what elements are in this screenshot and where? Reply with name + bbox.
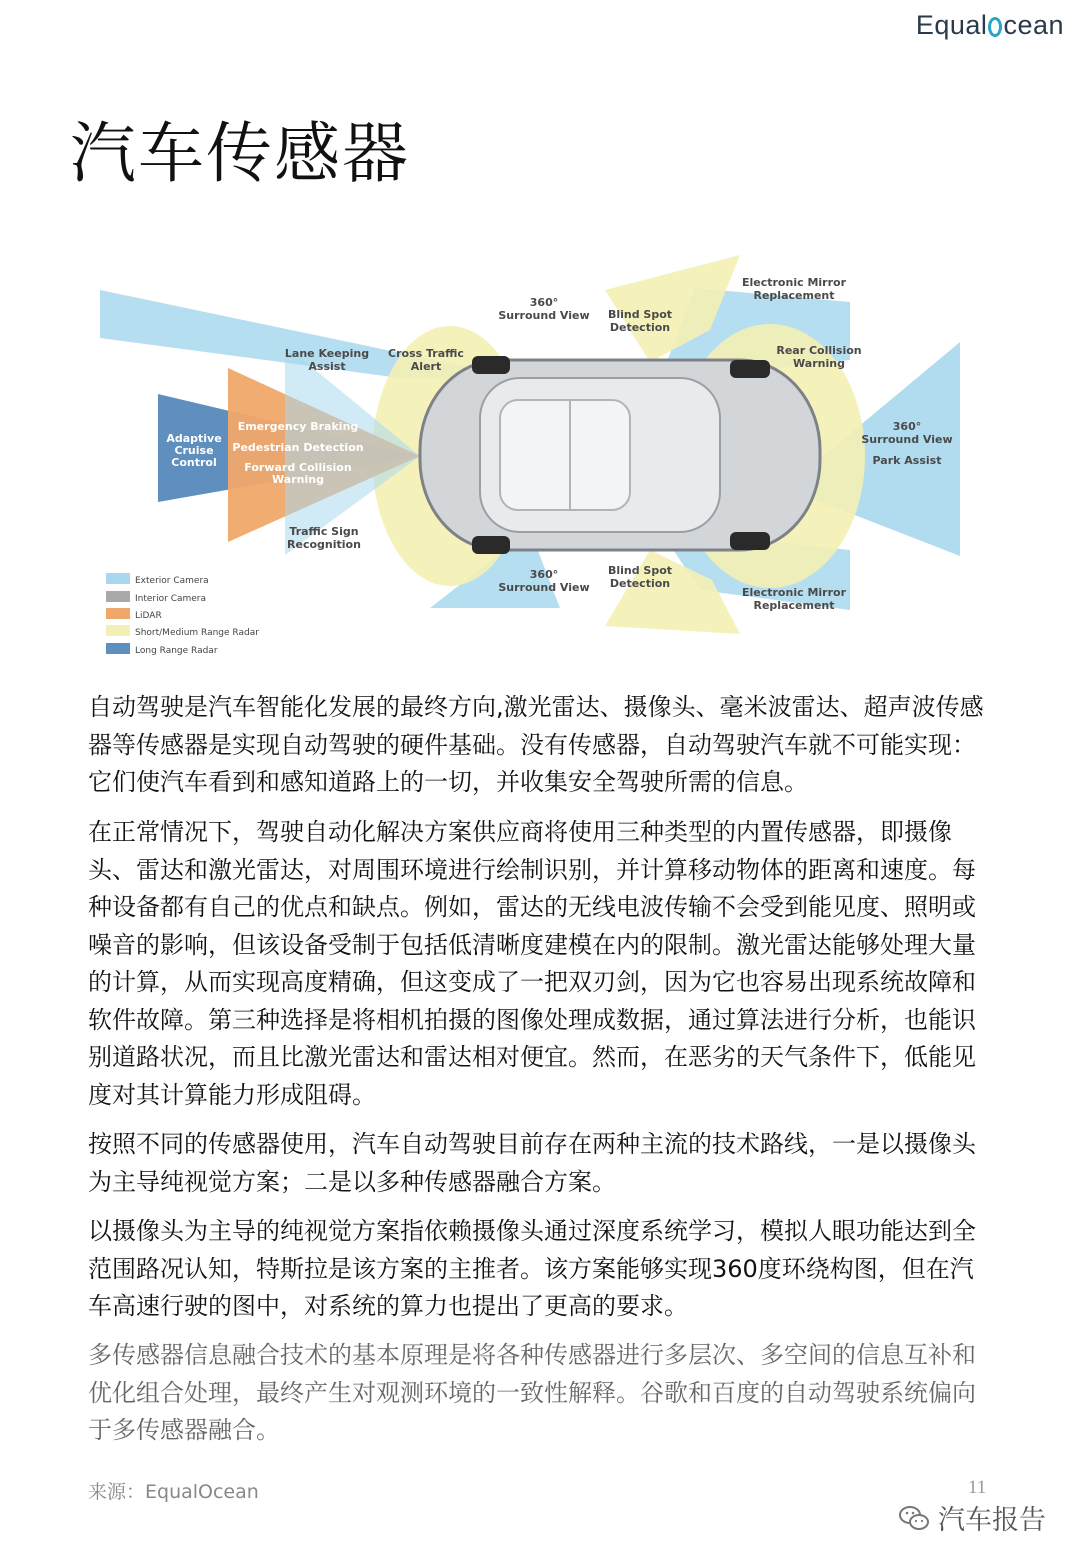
label-mirror-top: Electronic Mirror Replacement — [741, 276, 847, 302]
legend-label: Exterior Camera — [135, 576, 209, 586]
label-emergency: Emergency Braking — [237, 420, 359, 433]
label-cross: Cross Traffic Alert — [388, 347, 464, 373]
legend-swatch — [106, 643, 130, 654]
label-surround-top: 360° Surround View — [498, 296, 590, 322]
label-fcw: Forward Collision Warning — [244, 461, 352, 486]
legend-label: Short/Medium Range Radar — [135, 628, 259, 638]
legend-swatch — [106, 625, 130, 636]
paragraph: 在正常情况下，驾驶自动化解决方案供应商将使用三种类型的内置传感器，即摄像头、雷达和激光雷达，对周围环境进行绘制识别，并计算移动物体的距离和速度。每种设备都有自己的优点和缺点。例如，雷达的无线电波传输不会受到能见度、照明或噪音的影响，但该设备受制于包括低清晰度建模在内的限制。激光雷达能够处理大量的计算，从而实现高度精确，但这变成了一把双刃剑，因为它也容易出现系统故障和软件故障。第三种选择是将相机拍摄的图像处理成数据，通过算法进行分析，也能识别道路状况，而且比激光雷达和雷达相对便宜。然而，在恶劣的天气条件下，低能见度对其计算能力形成阻碍。 — [88, 818, 976, 1109]
label-lane: Lane Keeping Assist — [284, 347, 370, 373]
brand-text-pre: Equal — [915, 10, 988, 40]
label-traffic: Traffic Sign Recognition — [287, 525, 361, 551]
brand-o-icon — [988, 17, 1002, 37]
source-note: 来源：EqualOcean — [88, 1481, 259, 1503]
legend-swatch — [106, 608, 130, 619]
watermark-text: 汽车报告 — [938, 1505, 1046, 1536]
label-blind-bottom: Blind Spot Detection — [607, 564, 673, 590]
legend-swatch — [106, 591, 130, 602]
label-surround-right: 360° Surround View — [861, 420, 953, 446]
label-surround-bottom: 360° Surround View — [498, 568, 590, 594]
brand-text-post: cean — [1003, 10, 1064, 40]
page-title: 汽车传感器 — [70, 115, 410, 192]
paragraph: 多传感器信息融合技术的基本原理是将各种传感器进行多层次、多空间的信息互补和优化组合处理，最终产生对观测环境的一致性解释。谷歌和百度的自动驾驶系统偏向于多传感器融合。 — [88, 1341, 976, 1444]
watermark — [898, 1498, 1046, 1537]
paragraph: 自动驾驶是汽车智能化发展的最终方向,激光雷达、摄像头、毫米波雷达、超声波传感器等传感器是实现自动驾驶的硬件基础。没有传感器，自动驾驶汽车就不可能实现：它们使汽车看到和感知道路上的一切，并收集安全驾驶所需的信息。 — [88, 693, 984, 796]
brand-logo — [916, 10, 1064, 41]
sensor-diagram — [100, 250, 970, 660]
label-blind-top: Blind Spot Detection — [607, 308, 673, 334]
legend-label: Interior Camera — [135, 594, 207, 604]
legend-swatch — [106, 573, 130, 584]
label-rear: Rear Collision Warning — [776, 344, 862, 370]
paragraph: 以摄像头为主导的纯视觉方案指依赖摄像头通过深度系统学习，模拟人眼功能达到全范围路况认知，特斯拉是该方案的主推者。该方案能够实现360度环绕构图，但在汽车高速行驶的图中，对系统的算力也提出了更高的要求。 — [88, 1217, 976, 1320]
label-pedestrian: Pedestrian Detection — [232, 441, 364, 454]
label-park: Park Assist — [872, 454, 942, 467]
wechat-icon — [898, 1504, 930, 1532]
paragraph: 按照不同的传感器使用，汽车自动驾驶目前存在两种主流的技术路线，一是以摄像头为主导纯视觉方案；二是以多种传感器融合方案。 — [88, 1130, 976, 1196]
label-acc: Adaptive Cruise Control — [166, 432, 222, 469]
legend-label: LiDAR — [135, 611, 162, 621]
legend-label: Long Range Radar — [135, 646, 218, 656]
label-mirror-bottom: Electronic Mirror Replacement — [741, 586, 847, 612]
legend — [106, 573, 259, 656]
page-number: 11 — [968, 1477, 987, 1498]
car-body — [420, 356, 820, 554]
